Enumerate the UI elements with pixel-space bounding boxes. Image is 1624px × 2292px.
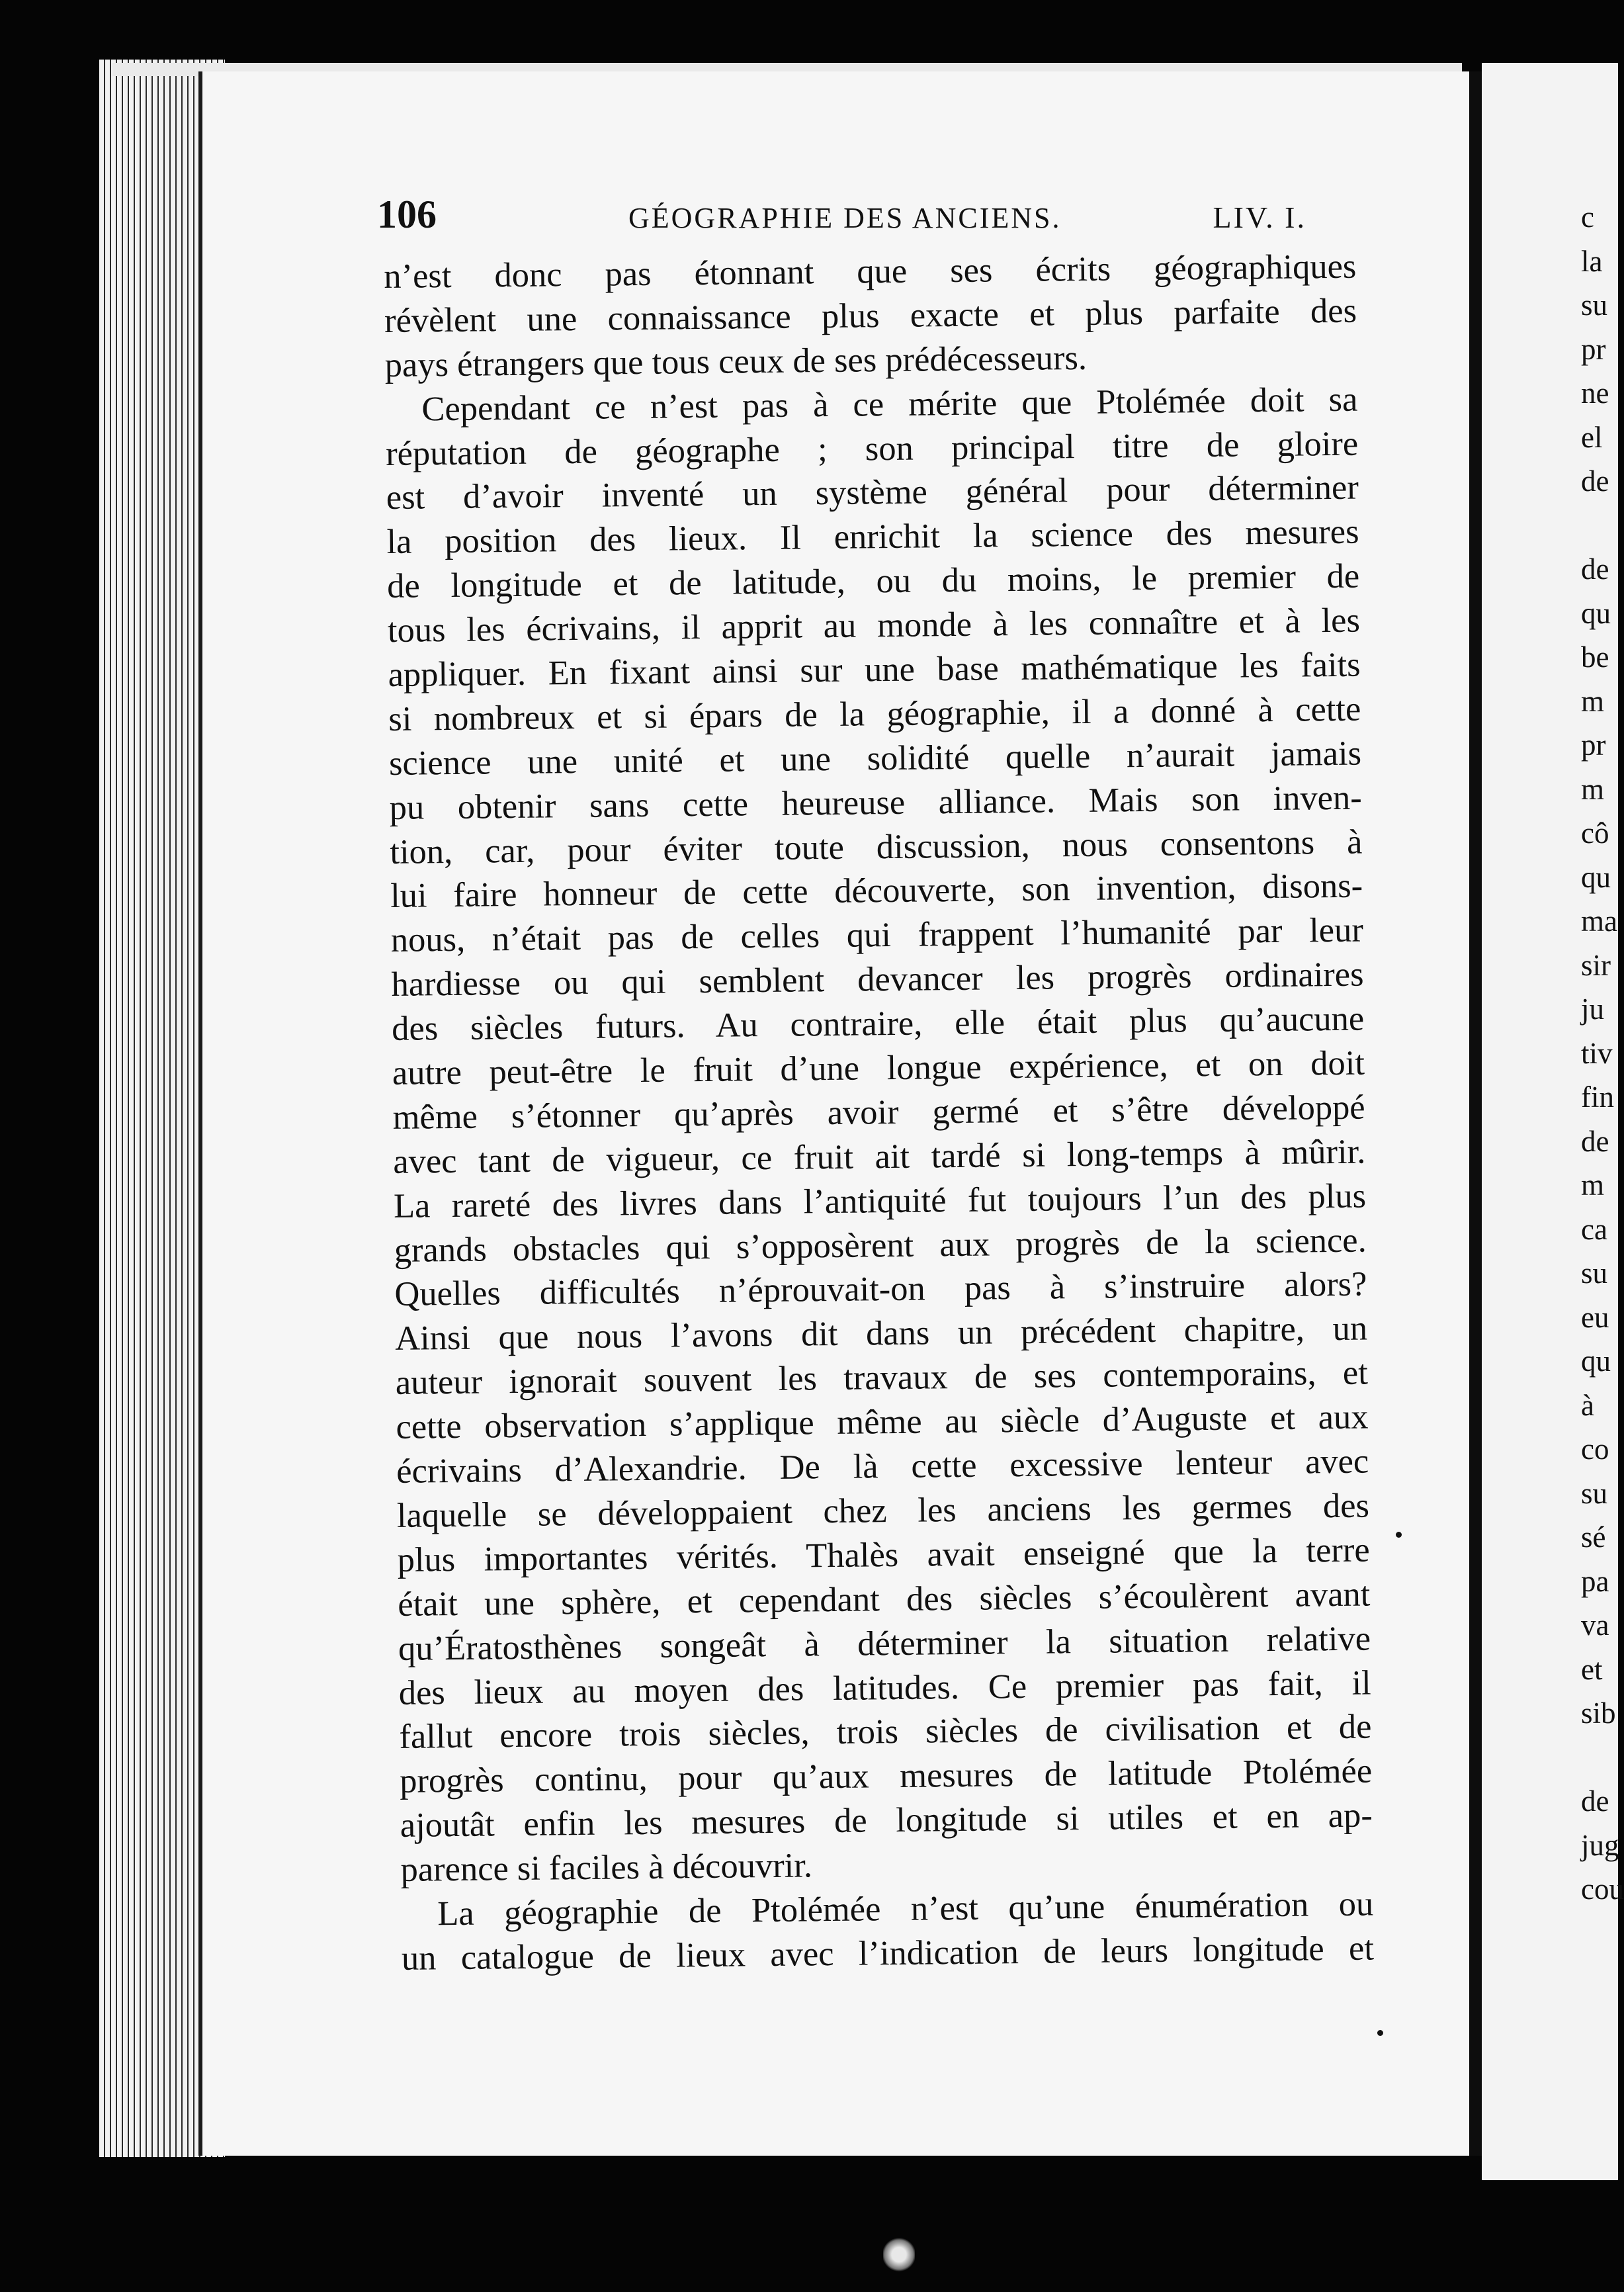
text-line: progrès continu, pour qu’aux mesures de latitude Ptolémée [399,1751,1373,1801]
facing-page-fragment: el [1581,420,1603,454]
facing-page-fragment: su [1581,288,1608,322]
text-line: des lieux au moyen des latitudes. Ce premier pas fait, il [398,1663,1371,1712]
facing-page-fragment: qu [1581,860,1611,894]
facing-page-fragment: va [1581,1609,1609,1642]
text-line: parence si faciles à découvrir. [400,1846,813,1889]
text-line: n’est donc pas étonnant que ses écrits géographiques [384,247,1357,296]
text-line: La rareté des livres dans l’antiquité fut toujours l’un des plus [393,1176,1367,1225]
text-line: des siècles futurs. Au contraire, elle était plus qu’aucune [391,999,1365,1049]
facing-page-fragment: eu [1581,1300,1609,1334]
body-text [384,245,1374,1981]
facing-page-fragment: à [1581,1388,1594,1422]
text-line: Ainsi que nous l’avons dit dans un précédent chapitre, un [394,1309,1368,1358]
facing-page-fragment: ne [1581,376,1609,410]
text-line: la position des lieux. Il enrichit la science des mesures [386,512,1359,562]
facing-page [1482,63,1624,2180]
text-line: écrivains d’Alexandrie. De là cette excessive lenteur avec [396,1442,1369,1491]
running-title: GÉOGRAPHIE DES ANCIENS. [628,202,1062,234]
text-line: si nombreux et si épars de la géographie, il a donné à cette [388,689,1361,738]
facing-page-fragment: de [1581,1124,1609,1158]
facing-page-fragment: m [1581,772,1605,806]
text-line: Cependant ce n’est pas à ce mérite que Ptolémée doit sa [421,380,1358,429]
text-line: cette observation s’applique même au siècle d’Auguste et aux [396,1397,1369,1447]
facing-page-fragment: m [1581,684,1605,718]
text-line: de longitude et de latitude, ou du moins, le premier de [386,556,1360,606]
facing-page-fragment: c [1581,200,1594,234]
ink-speck [1377,2030,1383,2036]
facing-page-fragment: ju [1581,992,1605,1026]
facing-page-fragment: pr [1581,332,1606,366]
facing-page-fragment: sé [1581,1521,1606,1554]
facing-page-fragment: be [1581,640,1609,674]
ink-blot [883,2236,915,2273]
facing-page-fragment: m [1581,1168,1605,1202]
text-line: même s’étonner qu’après avoir germé et s’être développé [392,1088,1365,1137]
text-line: laquelle se développaient chez les anciens les germes des [396,1486,1370,1535]
facing-page-fragment: jug [1581,1828,1619,1862]
facing-page-fragment: sir [1581,948,1611,982]
facing-page-fragment: cou [1581,1873,1624,1906]
facing-page-fragment: la [1581,244,1603,278]
facing-page-fragment: de [1581,464,1609,498]
facing-page-fragment: sib [1581,1697,1616,1730]
text-line: Quelles difficultés n’éprouvait-on pas à s’instruire alors? [394,1265,1367,1314]
text-line: appliquer. En fixant ainsi sur une base mathématique les faits [388,645,1361,694]
text-line: pays étrangers que tous ceux de ses prédécesseurs. [384,338,1088,384]
text-line: autre peut-être le fruit d’une longue expérience, et on doit [392,1043,1365,1092]
ink-speck [1396,1532,1402,1538]
text-line: réputation de géographe ; son principal titre de gloire [385,424,1359,473]
facing-page-fragment: et [1581,1652,1603,1686]
text-line: qu’Ératosthènes songeât à déterminer la situation relative [398,1619,1371,1668]
facing-page-fragment: qu [1581,596,1611,630]
running-header [377,192,1316,251]
text-line: hardiesse ou qui semblent devancer les progrès ordinaires [391,955,1364,1004]
facing-page-fragment: su [1581,1476,1608,1510]
text-line: nous, n’était pas de celles qui frappent l’humanité par leur [390,910,1364,960]
page-number: 106 [377,193,437,236]
facing-page-fragment: qu [1581,1344,1611,1378]
text-line: La géographie de Ptolémée n’est qu’une énumération ou [437,1884,1374,1933]
facing-page-fragment: pa [1581,1564,1609,1598]
facing-page-fragment: de [1581,552,1609,586]
facing-page-fragment: pr [1581,728,1606,762]
text-line: est d’avoir inventé un système général pour déterminer [386,468,1359,517]
text-line: ajoutât enfin les mesures de longitude si utiles et en ap- [400,1796,1373,1845]
text-line: science une unité et une solidité quelle n’aurait jamais [388,734,1362,783]
text-line: un catalogue de lieux avec l’indication de leurs longitude et [401,1929,1375,1978]
text-line: plus importantes vérités. Thalès avait enseigné que la terre [397,1530,1370,1579]
facing-page-fragment: tiv [1581,1036,1613,1070]
facing-page-fragment: su [1581,1256,1608,1290]
facing-page-fragment: de [1581,1785,1609,1818]
text-line: tous les écrivains, il apprit au monde à les connaître et à les [387,601,1361,650]
text-line: avec tant de vigueur, ce fruit ait tardé si long-temps à mûrir. [393,1132,1366,1181]
book-indicator: LIV. I. [1213,200,1306,234]
facing-page-fragment: ca [1581,1212,1607,1246]
text-line: lui faire honneur de cette découverte, son invention, disons- [390,867,1363,916]
text-line: était une sphère, et cependant des siècles s’écoulèrent avant [398,1575,1371,1624]
facing-page-fragment: co [1581,1432,1609,1466]
text-line: tion, car, pour éviter toute discussion, nous consentons à [390,822,1363,871]
text-line: auteur ignorait souvent les travaux de ses contemporains, et [395,1353,1369,1403]
text-line: grands obstacles qui s’opposèrent aux progrès de la science. [394,1221,1367,1270]
text-line: pu obtenir sans cette heureuse alliance. Mais son inven- [389,778,1362,827]
text-line: révèlent une connaissance plus exacte et plus parfaite des [384,291,1357,340]
facing-page-fragment: cô [1581,816,1609,850]
text-line: fallut encore trois siècles, trois siècles de civilisation et de [399,1707,1372,1757]
facing-page-fragment: ma [1581,904,1617,938]
facing-page-fragment: fin [1581,1080,1614,1114]
